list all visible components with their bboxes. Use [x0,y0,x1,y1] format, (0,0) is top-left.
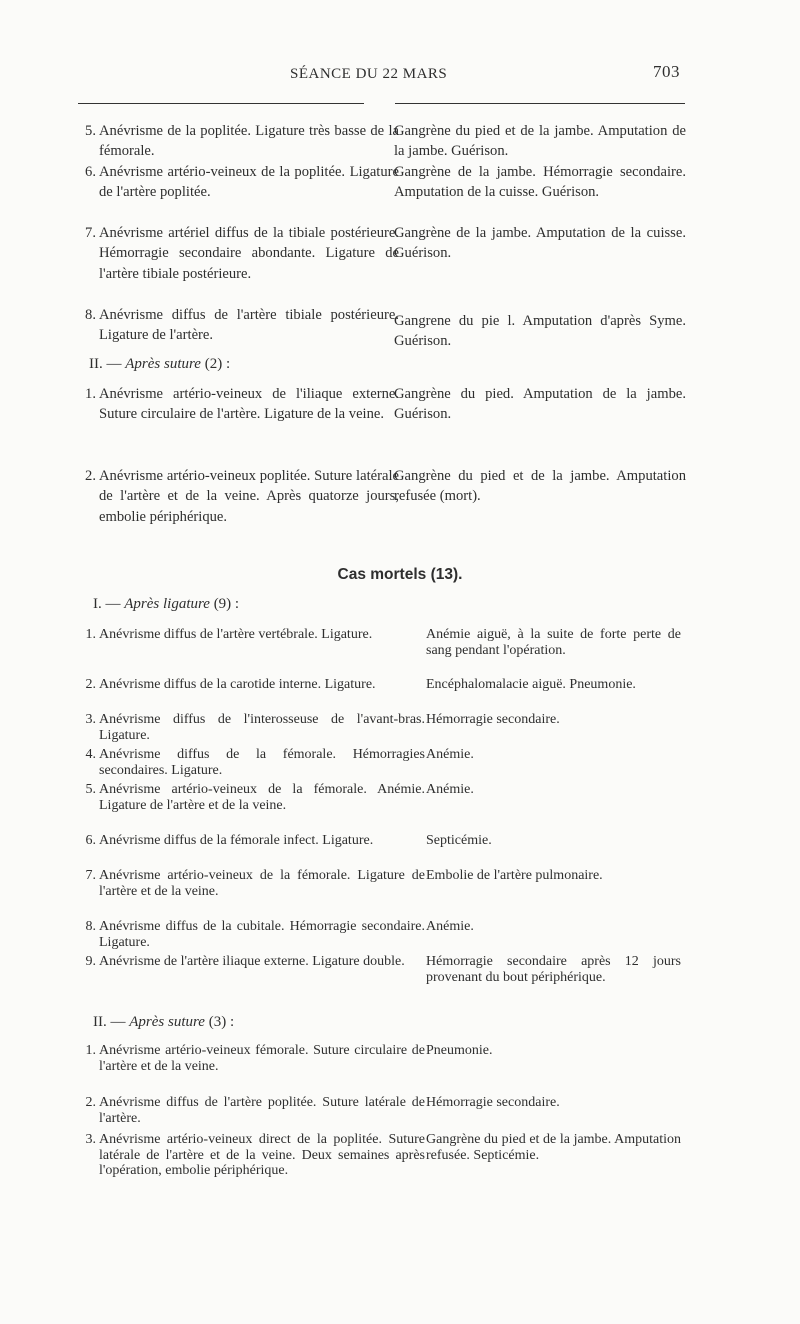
case-description: 5. Anévrisme de la poplitée. Ligature très basse de la fémorale. [85,123,399,160]
table-row [76,868,696,919]
case-description: 2. Anévrisme diffus de l'artère poplitée. Suture latérale de l'artère. [85,1095,425,1126]
case-description: 8. Anévrisme diffus de l'artère tibiale postérieure. Ligature de l'artère. [85,307,399,344]
case-description: 4. Anévrisme diffus de la fémorale. Hémorragies secondaires. Ligature. [85,747,425,778]
case-outcome: Gangrène du pied et de la jambe. Amputation de la jambe. Guérison. [394,123,686,160]
section-title: Cas mortels (13). [337,566,463,583]
table-row [76,627,696,677]
case-description: 3. Anévrisme artério-veineux direct de la poplitée. Suture latérale de l'artère et de la veine. Deux semaines après l'opération, embolie périphérique. [85,1132,425,1179]
running-head-title: SÉANCE DU 22 MARS [290,66,448,82]
case-outcome: Gangrène du pied et de la jambe. Amputation refusée (mort). [394,468,686,505]
table-row [76,162,696,223]
success-suture-list [76,384,696,548]
table-row [76,782,696,833]
case-outcome: Anémie. [426,782,474,797]
case-outcome: Anémie. [426,747,474,762]
mortal-suture-heading [80,1012,700,1032]
page-number: 703 [653,62,680,81]
success-ligature-list [76,121,696,355]
case-description: 1. Anévrisme artério-veineux fémorale. Suture circulaire de l'artère et de la veine. [85,1043,425,1074]
running-head [290,64,690,88]
table-row [76,1095,696,1132]
case-description: 7. Anévrisme artério-veineux de la fémorale. Ligature de l'artère et de la veine. [85,868,425,899]
table-row [76,223,696,305]
case-description: 2. Anévrisme artério-veineux poplitée. Suture latérale de l'artère et de la veine. Après quatorze jours, embolie périphérique. [85,468,399,525]
table-row [76,121,696,162]
case-description: 1. Anévrisme artério-veineux de l'iliaque externe. Suture circulaire de l'artère. Ligature de la veine. [85,386,399,423]
case-outcome: Gangrène du pied et de la jambe. Amputation refusée. Septicémie. [426,1132,681,1163]
table-row [76,1043,696,1095]
mortal-ligature-list [76,627,696,1004]
case-outcome: Gangrene du pie l. Amputation d'après Syme. Guérison. [394,313,686,350]
case-outcome: Encéphalomalacie aiguë. Pneumonie. [426,677,636,692]
case-outcome: Embolie de l'artère pulmonaire. [426,868,603,883]
success-suture-heading [76,354,696,374]
mortal-ligature-heading [80,594,700,614]
case-description: 6. Anévrisme diffus de la fémorale infect. Ligature. [85,833,374,848]
table-row [76,677,696,712]
header-rule-right [395,103,685,104]
case-description: 2. Anévrisme diffus de la carotide interne. Ligature. [85,677,376,692]
table-row [76,712,696,747]
table-row [76,919,696,954]
case-description: 9. Anévrisme de l'artère iliaque externe. Ligature double. [85,954,405,969]
case-description: 1. Anévrisme diffus de l'artère vertébrale. Ligature. [85,627,373,642]
table-row [76,305,696,355]
table-row [76,1132,696,1202]
case-outcome: Gangrène du pied. Amputation de la jambe. Guérison. [394,386,686,423]
table-row [76,747,696,782]
table-row [76,833,696,868]
case-outcome: Hémorragie secondaire. [426,712,560,727]
mortal-suture-list [76,1043,696,1202]
table-row [76,954,696,1004]
case-outcome: Septicémie. [426,833,492,848]
subsection-heading: II. — Après suture (2) : [89,356,231,372]
case-description: 3. Anévrisme diffus de l'interosseuse de l'avant-bras. Ligature. [85,712,425,743]
table-row [76,384,696,466]
table-row [76,466,696,548]
case-outcome: Gangrène de la jambe. Amputation de la cuisse. Guérison. [394,225,686,262]
subsection-heading: I. — Après ligature (9) : [93,596,240,612]
case-description: 6. Anévrisme artério-veineux de la poplitée. Ligature de l'artère poplitée. [85,164,399,201]
case-outcome: Gangrène de la jambe. Hémorragie secondaire. Amputation de la cuisse. Guérison. [394,164,686,201]
case-outcome: Hémorragie secondaire après 12 jours provenant du bout périphérique. [426,954,681,985]
header-rule-left [78,103,364,104]
case-outcome: Hémorragie secondaire. [426,1095,560,1110]
case-outcome: Anémie. [426,919,474,934]
case-outcome: Anémie aiguë, à la suite de forte perte de sang pendant l'opération. [426,627,681,658]
subsection-heading: II. — Après suture (3) : [93,1014,235,1030]
case-description: 7. Anévrisme artériel diffus de la tibiale postérieure. Hémorragie secondaire abondante. Ligature de l'artère tibiale postérieure. [85,225,399,282]
case-description: 5. Anévrisme artério-veineux de la fémorale. Anémie. Ligature de l'artère et de la veine. [85,782,425,813]
case-outcome: Pneumonie. [426,1043,493,1058]
case-description: 8. Anévrisme diffus de la cubitale. Hémorragie secondaire. Ligature. [85,919,425,950]
